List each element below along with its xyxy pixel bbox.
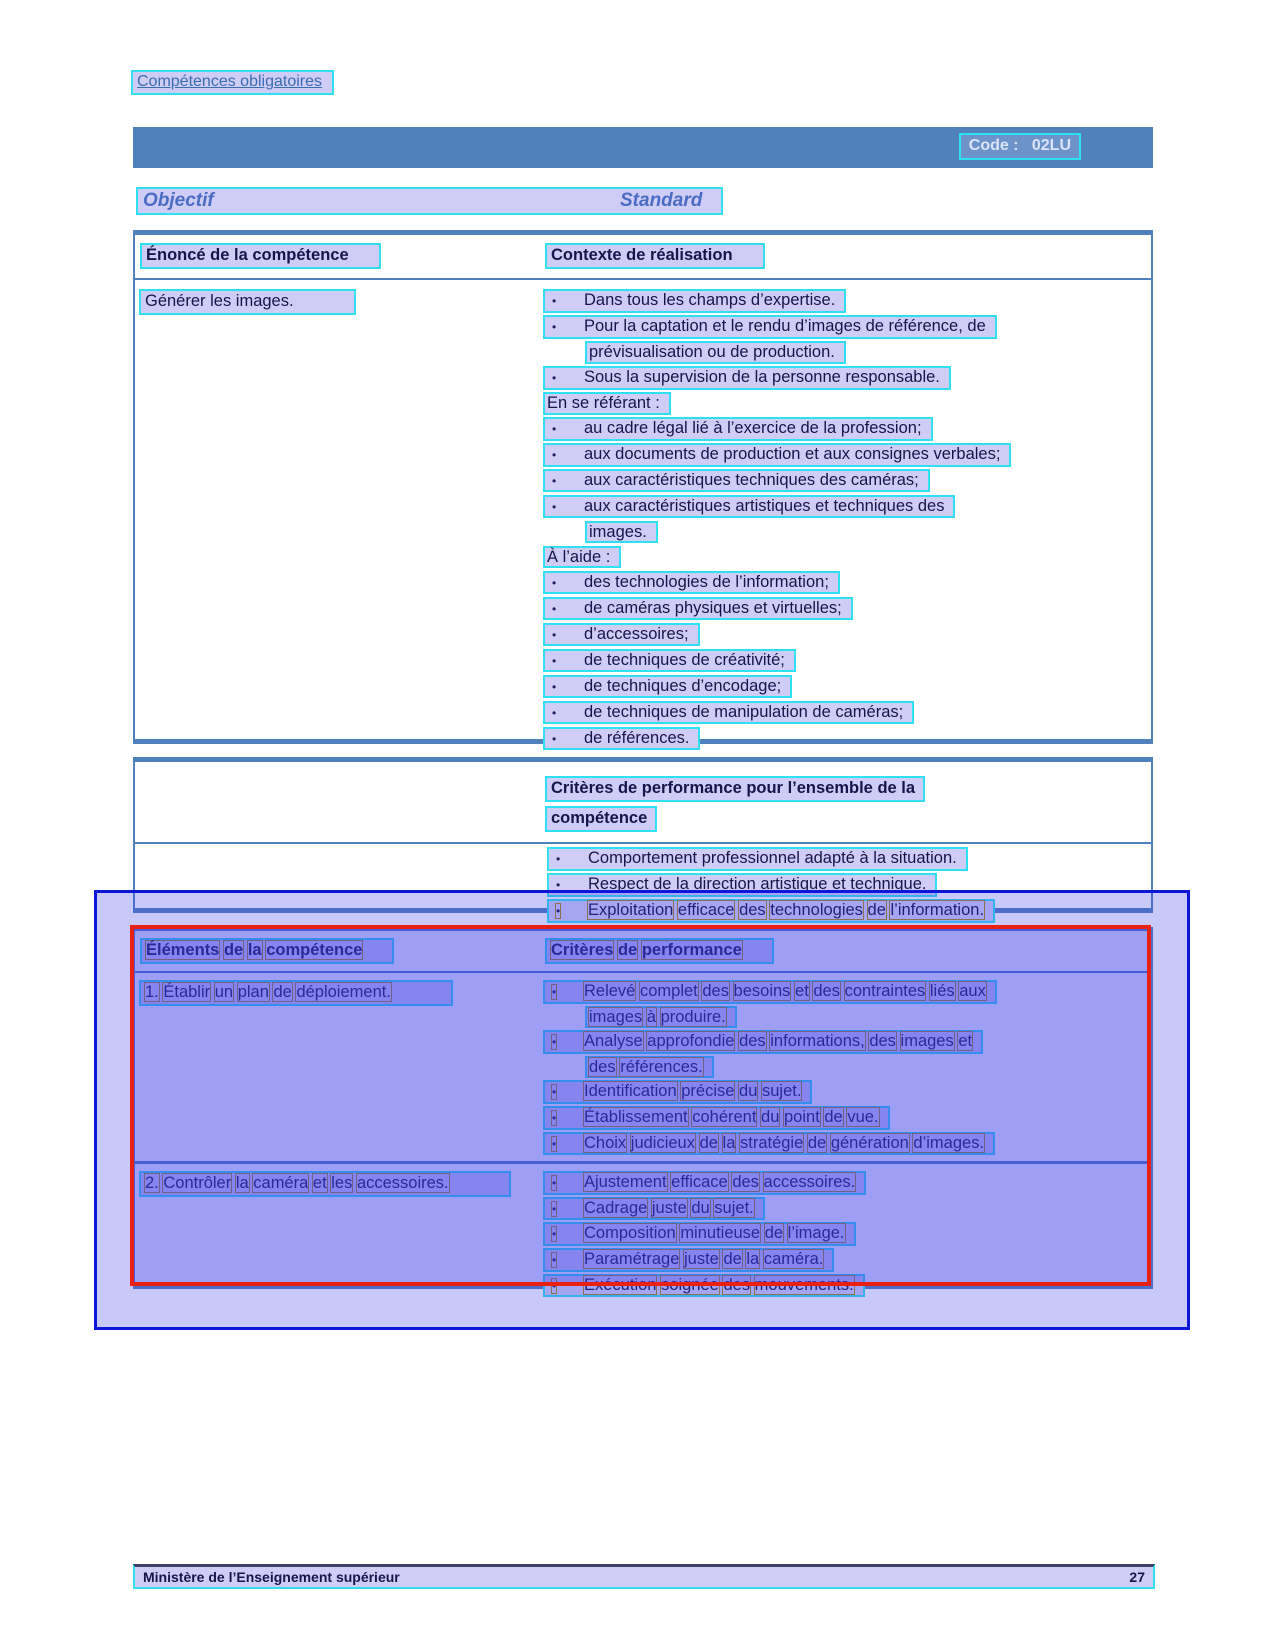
table2-header-line1: Critères de performance pour l’ensemble de la <box>545 776 925 802</box>
bullet-icon: • <box>552 653 557 668</box>
list-line <box>543 623 700 647</box>
list-line <box>543 315 997 339</box>
line-text: de références. <box>584 728 690 747</box>
line-text: de techniques de créativité; <box>584 650 785 669</box>
list-line <box>585 521 658 544</box>
table3-row-1 <box>135 973 1151 1164</box>
list-line <box>543 1080 812 1104</box>
bullet-icon: • <box>552 1136 557 1151</box>
bullet-icon: • <box>552 447 557 462</box>
line-text: Pour la captation et le rendu d’images de référence, de <box>584 316 986 335</box>
bullet-icon: • <box>552 319 557 334</box>
bullet-icon: • <box>552 985 557 999</box>
line-text: des technologies de l’information; <box>584 572 829 591</box>
line-text: d’accessoires; <box>584 624 689 643</box>
list-line <box>543 366 951 390</box>
list-line <box>543 417 933 441</box>
bullet-icon: • <box>552 731 557 746</box>
objectif-label: Objectif <box>143 190 214 211</box>
table3-header-row <box>135 931 1151 973</box>
line-text: aux documents de production et aux consignes verbales; <box>584 444 1001 463</box>
list-line <box>543 597 853 621</box>
bullet-icon: • <box>552 370 557 385</box>
element-cell-2: 2. Contrôler la caméra et les accessoires. <box>139 1171 511 1197</box>
table1-header-right: Contexte de réalisation <box>545 243 765 269</box>
list-line <box>543 1248 834 1272</box>
standard-label: Standard <box>620 190 703 211</box>
table2-header-line2: compétence <box>545 806 657 832</box>
line-text: aux caractéristiques artistiques et techniques des <box>584 496 945 515</box>
line-text: Établissement cohérent du point de vue. <box>584 1107 879 1126</box>
bullet-icon: • <box>552 705 557 720</box>
criteria-list-2 <box>543 1171 1151 1299</box>
line-text: des références. <box>589 1057 703 1076</box>
line-text: de techniques de manipulation de caméras; <box>584 702 904 721</box>
bullet-icon: • <box>552 627 557 642</box>
ministry-label: Ministère de l’Enseignement supérieur <box>143 1569 400 1585</box>
bullet-icon: • <box>552 1110 557 1125</box>
list-line <box>543 392 671 415</box>
list-line <box>543 980 997 1004</box>
list-line <box>543 546 621 569</box>
table1-body <box>135 280 1151 753</box>
bullet-icon: • <box>552 1227 557 1242</box>
bullet-icon: • <box>552 601 557 616</box>
bullet-icon: • <box>552 499 557 514</box>
list-line <box>543 649 796 673</box>
line-text: Dans tous les champs d’expertise. <box>584 291 836 309</box>
line-text: Cadrage juste du sujet. <box>584 1198 754 1217</box>
bullet-icon: • <box>552 1201 557 1216</box>
line-text: images. <box>589 522 647 541</box>
competence-table <box>133 230 1153 747</box>
title-bar <box>133 127 1153 168</box>
list-line <box>543 1171 866 1195</box>
bullet-icon: • <box>552 1176 557 1191</box>
list-line <box>585 1056 714 1079</box>
footer <box>133 1564 1155 1589</box>
line-text: au cadre légal lié à l’exercice de la profession; <box>584 418 922 437</box>
list-line <box>543 289 846 313</box>
bullet-icon: • <box>552 1085 557 1100</box>
objectif-standard-row <box>136 187 723 215</box>
bullet-icon: • <box>552 473 557 488</box>
bullet-icon: • <box>552 294 557 308</box>
line-text: Comportement professionnel adapté à la situation. <box>588 849 957 867</box>
bullet-icon: • <box>552 1252 557 1267</box>
code-badge: Code : 02LU <box>959 133 1081 160</box>
line-text: Ajustement efficace des accessoires. <box>584 1173 856 1192</box>
line-text: de techniques d’encodage; <box>584 676 782 695</box>
list-line <box>543 1274 865 1298</box>
table2-header-row <box>135 762 1151 844</box>
line-text: Choix judicieux de la stratégie de génération d’images. <box>584 1133 985 1152</box>
line-text: images à produire. <box>589 1007 726 1026</box>
line-text: Relevé complet des besoins et des contraintes liés aux <box>584 982 986 1000</box>
list-line <box>543 1132 995 1156</box>
bullet-icon: • <box>556 904 561 919</box>
table1-header-row <box>135 235 1151 280</box>
line-text: Respect de la direction artistique et technique. <box>588 875 927 894</box>
table3-header-left: Éléments de la compétence <box>140 938 394 964</box>
list-line <box>543 1222 856 1246</box>
line-text: À l’aide : <box>547 547 611 566</box>
bullet-icon: • <box>552 575 557 590</box>
performance-table <box>133 757 1153 920</box>
table3-row-2 <box>135 1164 1151 1303</box>
list-line <box>585 341 846 364</box>
bullet-icon: • <box>552 1035 557 1050</box>
line-text: Composition minutieuse de l’image. <box>584 1224 845 1243</box>
list-line <box>585 1006 737 1029</box>
line-text: Exploitation efficace des technologies de l’information. <box>588 901 985 920</box>
bullet-icon: • <box>552 421 557 436</box>
list-line <box>543 1030 983 1054</box>
line-text: de caméras physiques et virtuelles; <box>584 598 842 617</box>
running-header: Compétences obligatoires <box>131 70 334 95</box>
elements-table <box>133 927 1153 1294</box>
table1-header-left: Énoncé de la compétence <box>140 243 381 269</box>
line-text: En se référant : <box>547 393 660 412</box>
list-line <box>547 847 968 871</box>
page-number: 27 <box>1129 1569 1145 1585</box>
line-text: aux caractéristiques techniques des caméras; <box>584 470 919 489</box>
list-line <box>543 495 955 519</box>
line-text: prévisualisation ou de production. <box>589 342 835 361</box>
list-line <box>543 443 1011 467</box>
line-text: Analyse approfondie des informations, des images et <box>584 1032 973 1051</box>
element-cell-1: 1. Établir un plan de déploiement. <box>139 980 453 1006</box>
list-line <box>547 899 995 923</box>
line-text: Exécution soignée des mouvements. <box>584 1275 854 1294</box>
statement-cell: Générer les images. <box>139 289 356 315</box>
list-line <box>543 469 930 493</box>
list-line <box>547 873 937 897</box>
line-text: Sous la supervision de la personne responsable. <box>584 367 940 386</box>
list-line <box>543 675 792 699</box>
bullet-icon: • <box>552 1278 557 1293</box>
bullet-icon: • <box>556 852 561 866</box>
bullet-icon: • <box>552 679 557 694</box>
criteria-list-1 <box>543 980 1151 1157</box>
list-line <box>543 701 914 725</box>
table3-header-right: Critères de performance <box>545 938 774 964</box>
context-list <box>543 289 1151 753</box>
line-text: Paramétrage juste de la caméra. <box>584 1249 824 1268</box>
bullet-icon: • <box>556 878 561 893</box>
list-line <box>543 1106 890 1130</box>
list-line <box>543 571 840 595</box>
performance-list <box>135 844 1151 923</box>
list-line <box>543 727 700 751</box>
line-text: Identification précise du sujet. <box>584 1082 802 1101</box>
list-line <box>543 1197 765 1221</box>
